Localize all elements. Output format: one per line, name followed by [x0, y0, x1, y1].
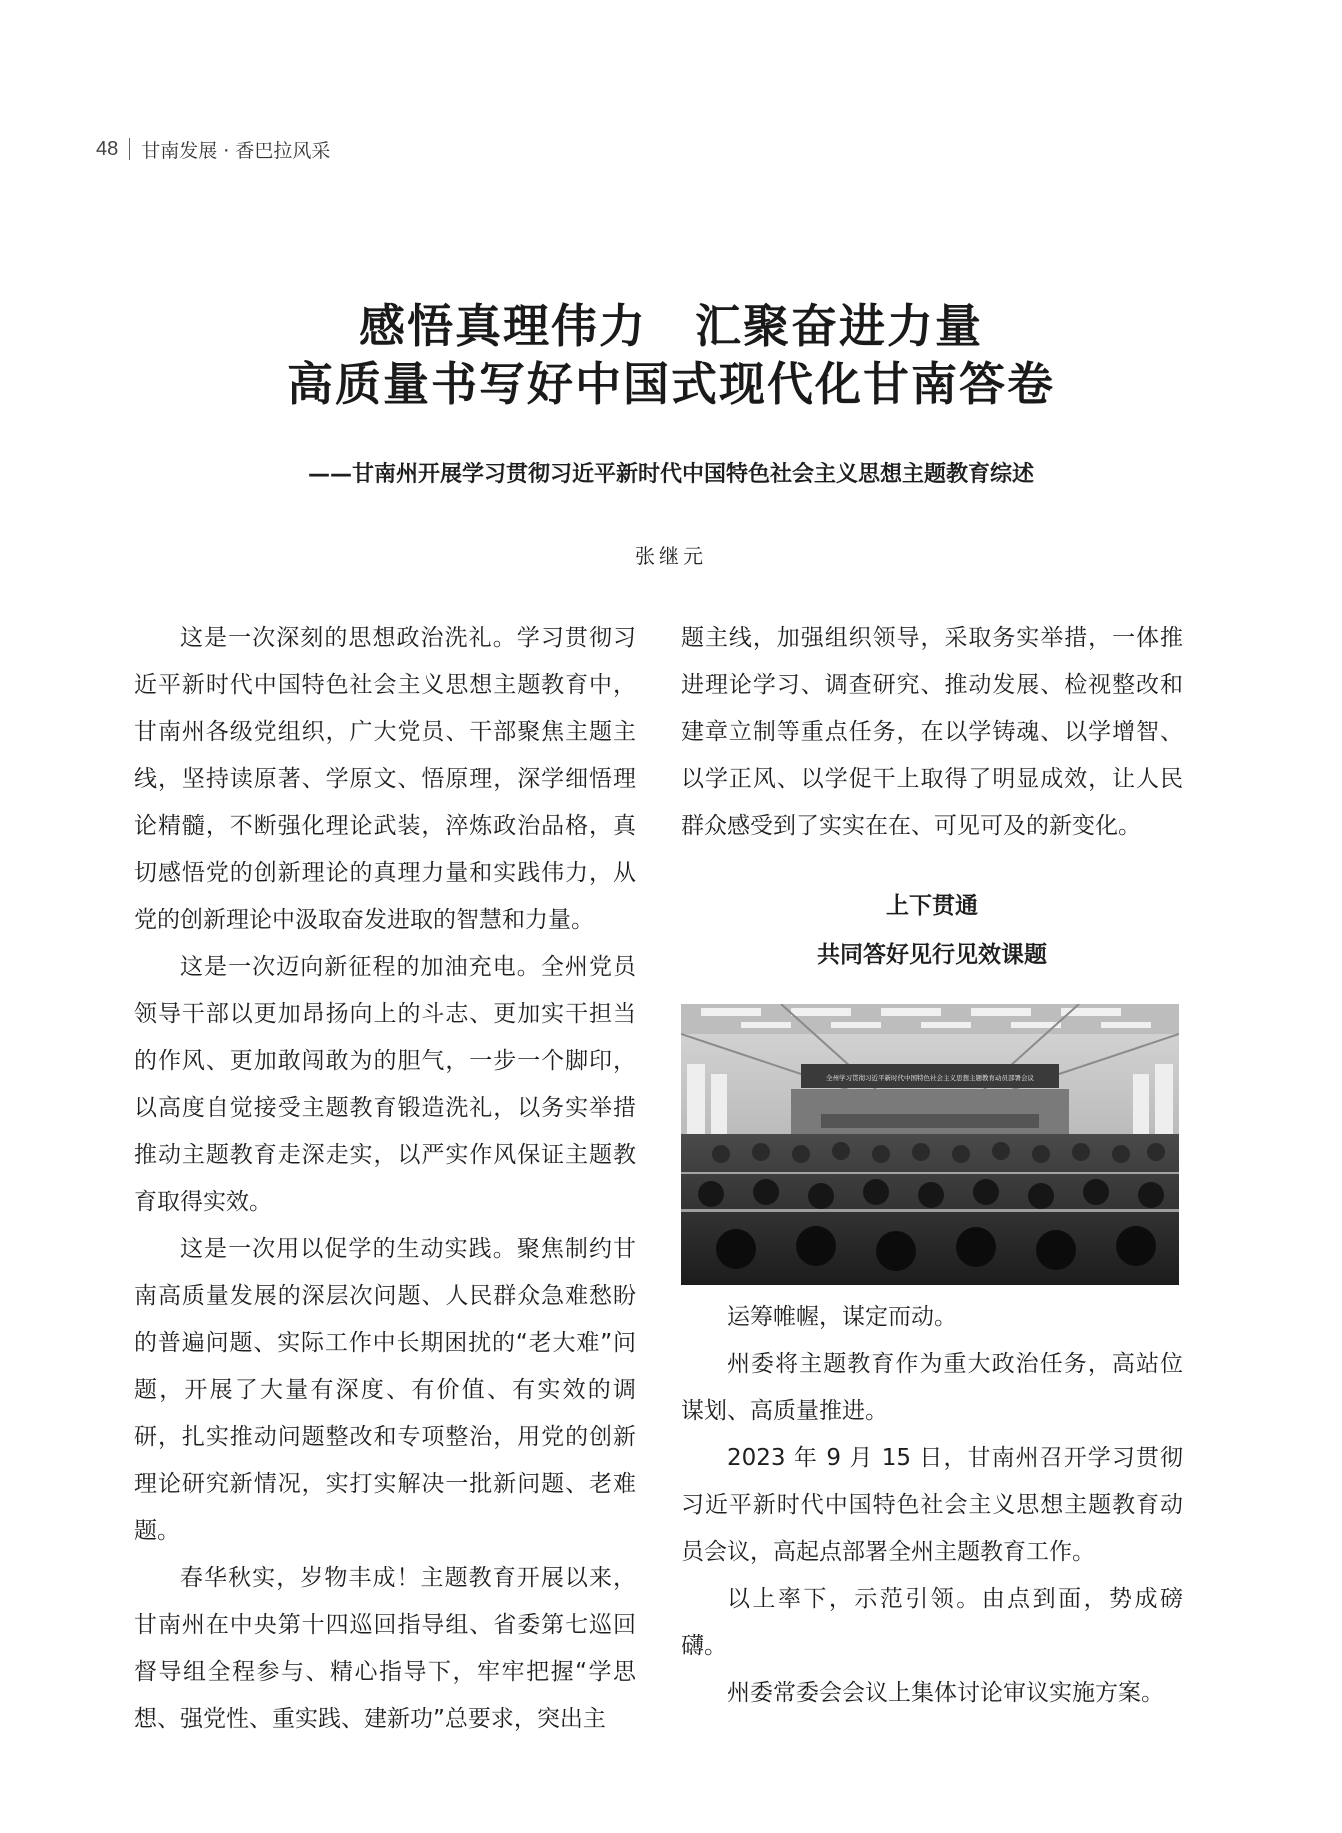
right-column-bottom [681, 1294, 1183, 1717]
page-number: 48 [96, 137, 119, 160]
article-title-line-2: 高质量书写好中国式现代化甘南答卷 [287, 357, 1055, 411]
meeting-photo [681, 1004, 1179, 1285]
paragraph-continued: 题主线，加强组织领导，采取务实举措，一体推进理论学习、调查研究、推动发展、检视整改和建章立制等重点任务，在以学铸魂、以学增智、以学正风、以学促干上取得了明显成效，让人民群众感受到了实实在在、可见可及的新变化。 [681, 625, 1183, 839]
article-subtitle: ——甘南州开展学习贯彻习近平新时代中国特色社会主义思想主题教育综述 [307, 462, 1034, 487]
running-header [96, 136, 330, 162]
paragraph: 这是一次深刻的思想政治洗礼。学习贯彻习近平新时代中国特色社会主义思想主题教育中，甘南州各级党组织，广大党员、干部聚焦主题主线，坚持读原著、学原文、悟原理，深学细悟理论精髓，不断强化理论武装，淬炼政治品格，真切感悟党的创新理论的真理力量和实践伟力，从党的创新理论中汲取奋发进取的智慧和力量。 [134, 625, 636, 933]
paragraph: 州委常委会会议上集体讨论审议实施方案。 [727, 1680, 1164, 1706]
article-title-line-1: 感悟真理伟力 汇聚奋进力量 [359, 299, 983, 353]
right-column-top [681, 615, 1183, 850]
header-divider [129, 138, 130, 160]
section-heading-primary: 上下贯通 [886, 893, 978, 919]
paragraph: 这是一次迈向新征程的加油充电。全州党员领导干部以更加昂扬向上的斗志、更加实干担当的作风、更加敢闯敢为的胆气，一步一个脚印，以高度自觉接受主题教育锻造洗礼，以务实举措推动主题教育走深走实，以严实作风保证主题教育取得实效。 [134, 954, 636, 1215]
left-column [134, 615, 636, 1743]
paragraph: 运筹帷幄，谋定而动。 [727, 1304, 957, 1330]
paragraph: 春华秋实，岁物丰成！主题教育开展以来，甘南州在中央第十四巡回指导组、省委第七巡回督导组全程参与、精心指导下，牢牢把握“学思想、强党性、重实践、建新功”总要求，突出主 [134, 1565, 636, 1732]
paragraph: 这是一次用以促学的生动实践。聚焦制约甘南高质量发展的深层次问题、人民群众急难愁盼的普遍问题、实际工作中长期困扰的“老大难”问题，开展了大量有深度、有价值、有实效的调研，扎实推动问题整改和专项整治，用党的创新理论研究新情况，实打实解决一批新问题、老难题。 [134, 1236, 636, 1544]
section-name: 甘南发展 · 香巴拉风采 [141, 139, 331, 162]
paragraph: 州委将主题教育作为重大政治任务，高站位谋划、高质量推进。 [681, 1351, 1183, 1424]
photo-banner-text: 全州学习贯彻习近平新时代中国特色社会主义思想主题教育动员部署会议 [826, 1074, 1034, 1082]
paragraph: 以上率下，示范引领。由点到面，势成磅礴。 [681, 1586, 1183, 1659]
article-author: 张继元 [635, 544, 707, 568]
section-heading-secondary: 共同答好见行见效课题 [817, 942, 1047, 968]
paragraph: 2023 年 9 月 15 日，甘南州召开学习贯彻习近平新时代中国特色社会主义思想主题教育动员会议，高起点部署全州主题教育工作。 [681, 1445, 1183, 1565]
